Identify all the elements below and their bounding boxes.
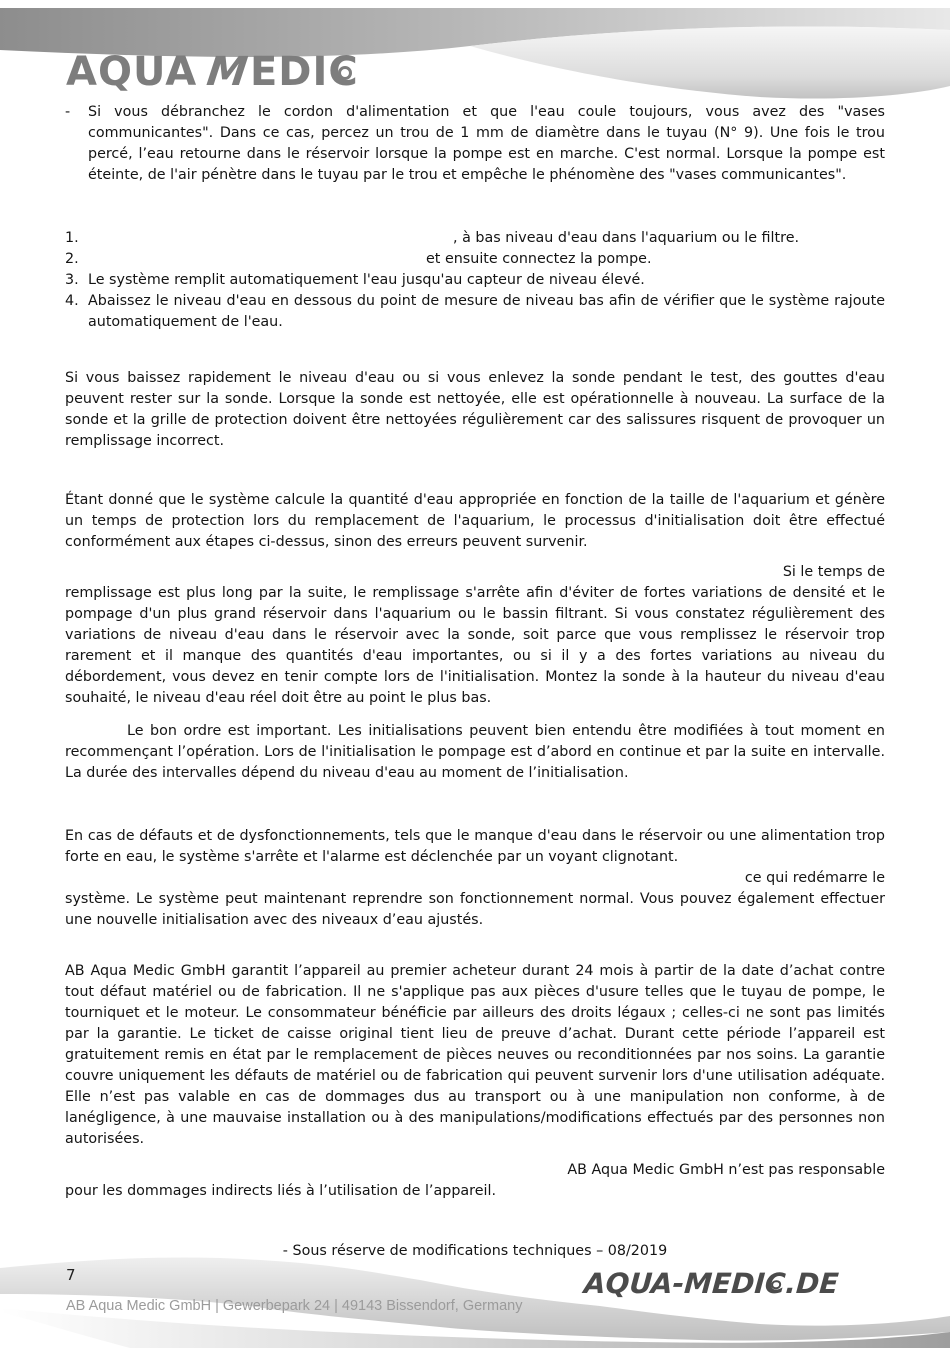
paragraph-ordre: Le bon ordre est important. Les initialisations peuvent bien entendu être modifiées à tout moment en recommençant l’opération. Lors de l'initialisation le pompage est d’abord en continue et par la suite en intervalle. La durée des intervalles dépend du niveau d'eau au moment de l’initialisation.: [65, 723, 885, 781]
init-steps-list: [65, 228, 885, 333]
step-visible-text: , à bas niveau d'eau dans l'aquarium ou le filtre.: [453, 230, 800, 246]
step-number: 4.: [65, 293, 79, 309]
step-text: [88, 228, 885, 249]
logo-c-icon: C: [328, 49, 359, 95]
paragraph-temps-lead: Si le temps de: [782, 564, 885, 580]
paragraph-sonde: Si vous baissez rapidement le niveau d'eau ou si vous enlevez la sonde pendant le test, des gouttes d'eau peuvent rester sur la sonde. Lorsque la sonde est nettoyée, elle est opérationnelle à nouveau. La surface de la sonde et la grille de protection doivent être nettoyées régulièrement car des salissures risquent de provoquer un remplissage incorrect.: [65, 370, 885, 449]
paragraph-defauts: En cas de défauts et de dysfonctionnements, tels que le manque d'eau dans le réservoir ou une alimentation trop forte en eau, le système s'arrête et l'alarme est déclenchée par un voyant clignotant.: [65, 828, 885, 865]
company-address: AB Aqua Medic GmbH | Gewerbepark 24 | 49143 Bissendorf, Germany: [66, 1298, 523, 1314]
step-text: Le système remplit automatiquement l'eau jusqu'au capteur de niveau élevé.: [88, 272, 645, 288]
list-item: [65, 291, 885, 333]
revision-note: - Sous réserve de modifications techniques – 08/2019: [282, 1243, 668, 1259]
step-number: 3.: [65, 272, 79, 288]
paragraph-responsabilite: pour les dommages indirects liés à l’utilisation de l’appareil.: [65, 1183, 497, 1199]
bullet-text: Si vous débranchez le cordon d'alimentation et que l'eau coule toujours, vous avez des "vases communicantes". Dans ce cas, percez un trou de 1 mm de diamètre dans le tuyau (N° 9). Une fois le trou percé, l’eau retourne dans le réservoir lorsque la pompe est en marche. C'est normal. Lorsque la pompe est éteinte, de l'air pénètre dans le tuyau par le trou et empêche le phénomène des "vases communicantes".: [88, 104, 885, 183]
paragraph-initialisation: Étant donné que le système calcule la quantité d'eau appropriée en fonction de la taille de l'aquarium et génère un temps de protection lors du remplacement de l'aquarium, le processus d'initialisation doit être effectué conformément aux étapes ci-dessus, sinon des erreurs peuvent survenir.: [65, 492, 885, 550]
paragraph-temps: remplissage est plus long par la suite, le remplissage s'arrête afin d'éviter de fortes variations de densité et le pompage d'un plus grand réservoir dans l'aquarium ou le bassin filtrant. Si vous constatez régulièrement des variations de niveau d'eau dans le réservoir avec la sonde, soit parce que vous remplissez le réservoir trop rarement et il manque des quantités d'eau importantes, ou si il y a des fortes variations au niveau du débordement, vous devez en tenir compte lors de l'initialisation. Montez la sonde à la hauteur du niveau d'eau souhaité, le niveau d'eau réel doit être au point le plus bas.: [65, 585, 885, 706]
paragraph-defauts-suite: système. Le système peut maintenant reprendre son fonctionnement normal. Vous pouvez également effectuer une nouvelle initialisation avec des niveaux d’eau ajustés.: [65, 891, 885, 928]
step-number: 2.: [65, 251, 79, 267]
logo-text-edi: EDI: [249, 49, 329, 95]
paragraph-responsabilite-lead: AB Aqua Medic GmbH n’est pas responsable: [567, 1162, 885, 1178]
logo-text-aqua: AQUA: [66, 49, 198, 95]
document-body: [65, 102, 885, 1202]
list-item: [65, 228, 885, 249]
bullet-paragraph-vases: [65, 102, 885, 186]
step-visible-text: et ensuite connectez la pompe.: [426, 251, 652, 267]
step-text: [88, 249, 885, 270]
hidden-text-gap: [88, 241, 453, 242]
aquamedic-de-logo: [582, 1267, 840, 1300]
aquamedic-logo: [66, 49, 359, 95]
bullet-marker: -: [65, 104, 71, 120]
footer-logo-suffix: .DE: [783, 1267, 840, 1300]
footer-logo-main: AQUA-MEDI: [582, 1267, 766, 1300]
page-number: 7: [66, 1266, 76, 1284]
paragraph-garantie: AB Aqua Medic GmbH garantit l’appareil au premier acheteur durant 24 mois à partir de la date d’achat contre tout défaut matériel ou de fabrication. Il ne s'applique pas aux pièces d'usure telles que le tuyau de pompe, le tourniquet et le moteur. Le consommateur bénéficie par ailleurs des droits légaux ; celles-ci ne sont pas limités par la garantie. Le ticket de caisse original tient lieu de preuve d’achat. Durant cette période l’appareil est gratuitement remis en état par le remplacement de pièces neuves ou reconditionnées par nos soins. La garantie couvre uniquement les défauts de matériel ou de fabrication qui peuvent survenir lors d'une utilisation adéquate. Elle n’est pas valable en cas de dommages dus au transport ou à une manipulation non conforme, à de lanégligence, à une mauvaise installation ou à des manipulations/modifications effectués par des personnes non autorisées.: [65, 963, 885, 1147]
list-item: [65, 270, 885, 291]
paragraph-defauts-lead: ce qui redémarre le: [744, 870, 885, 886]
list-item: [65, 249, 885, 270]
hidden-text-gap: [88, 262, 426, 263]
logo-letter-m: M: [199, 49, 256, 95]
footer-logo-c-icon: C: [763, 1267, 787, 1300]
step-text: Abaissez le niveau d'eau en dessous du point de mesure de niveau bas afin de vérifier que le système rajoute automatiquement de l'eau.: [88, 293, 885, 330]
step-number: 1.: [65, 230, 79, 246]
